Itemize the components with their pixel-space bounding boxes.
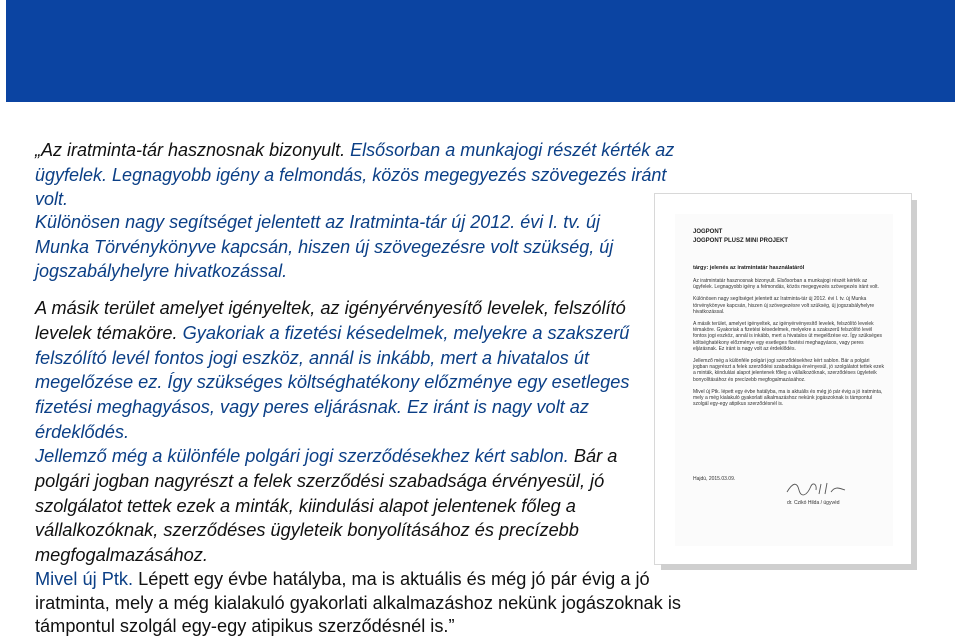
signature-image	[783, 480, 853, 498]
p3-text-run: Gyakoriak a fizetési késedelmek, melyekre a szakszerű felszólító levél fontos jogi eszköz, annál is inkább, mert a hivatalos út megelőzése ez. Így szükséges költséghatékony előzménye egy esetleges fizetési meghagyásos, vagy peres eljárásnak. Ez iránt is nagy volt az érdeklődés.	[35, 322, 630, 442]
paragraph-labor-code	[35, 210, 655, 284]
p5-text-run: Lépett egy évbe hatályba, ma is aktuális és még jó pár évig a jó iratminta, mely a még kialakuló gyakorlati alkalmazáshoz nekünk jogászoknak is támpontul szolgál egy-egy atipikus szerződésnél is.”	[35, 569, 681, 636]
letter-paragraph: Az iratmintatár hasznosnak bizonyult. Elsősorban a munkajogi részét kérték az ügyfelek. Legnagyobb igény a felmondás, közös megegyezés szövegezés iránt volt.	[693, 278, 879, 291]
p4-text-run: Bár a polgári jogban nagyrészt a felek szerződési szabadsága érvényesül, jó szolgálatot tettek ezek a minták, kiindulási alapot jelentenek főleg a vállalkozóknak, szerződéses ügyleteik bonyolításához és precízebb megfogalmazásához.	[35, 446, 618, 566]
letter-date: Hajdú, 2015.03.09.	[693, 476, 736, 482]
letter-org: JOGPONT	[693, 229, 723, 235]
paragraph-civil-contracts	[35, 444, 635, 568]
scanned-letter	[675, 214, 893, 546]
letter-paragraph: A másik terület, amelyet igényeltek, az igényérvényesítő levelek, felszólító levelek témaköre. Gyakoriak a fizetési késedelmek, melyekre a szakszerű felszólító levél fontos jogi eszköz, annál is inkább, mert a hivatalos út megelőzése ez. Így szükséges költséghatékony előzménye egy esetleges fizetési meghagyásos, vagy peres eljárásnak. Ez iránt is nagy volt az érdeklődés.	[693, 321, 882, 352]
p4-text-run: Jellemző még a különféle polgári jogi szerződésekhez kért sablon.	[35, 446, 574, 466]
letter-paragraph: Mivel új Ptk. lépett egy évbe hatályba, ma is aktuális és még jó pár évig a jó iratminta, mely a még kialakuló gyakorlati alkalmazáshoz nekünk jogászoknak is támpontul szolgál egy-egy atipikus szerződésnél is.	[693, 388, 883, 408]
p1-text-run: Elsősorban a munkajogi részét kérték az ügyfelek. Legnagyobb igény a felmondás, közös megegyezés szövegezés iránt volt.	[35, 140, 675, 209]
p5-text-run: Mivel új Ptk.	[35, 569, 139, 589]
paragraph-claims-letters	[35, 296, 655, 445]
letter-header	[693, 228, 788, 246]
paragraph-intro	[35, 138, 675, 212]
letter-body	[693, 278, 885, 413]
letter-project: JOGPONT PLUSZ MINI PROJEKT	[693, 238, 789, 244]
letter-subject: tárgy: jelenés az iratmintatár használatáról	[693, 265, 805, 271]
header-banner	[6, 0, 955, 102]
letter-signer: dr. Czikó Hilda / ügyvéd	[787, 500, 840, 506]
p1-text-run: „Az iratminta-tár hasznosnak bizonyult.	[35, 140, 351, 160]
p3-text-run: A másik terület amelyet igényeltek, az igényérvényesítő levelek, felszólító levelek témaköre.	[35, 298, 626, 343]
letter-paragraph: Különösen nagy segítséget jelentett az Iratminta-tár új 2012. évi I. tv. új Munka törvénykönyve kapcsán, hiszen új szövegezésre volt szükség, új jogszabályhelyre hivatkozással.	[693, 296, 875, 315]
letter-paragraph: Jellemző még a különféle polgári jogi szerződésekhez kért sablon. Bár a polgári jogban nagyrészt a felek szerződési szabadsága érvényesül, jó szolgálatot tettek ezek a minták, kiindulási alapot jelentenek főleg a vállalkozóknak, szerződéses ügyleteik bonyolításához és precízebb megfogalmazásához.	[693, 358, 884, 383]
p2-text-run: Különösen nagy segítséget jelentett az Iratminta-tár új 2012. évi I. tv. új Munka Törvénykönyve kapcsán, hiszen új szövegezésre volt szükség, új jogszabályhelyre hivatkozással.	[35, 212, 614, 281]
paragraph-new-ptk	[35, 568, 715, 639]
